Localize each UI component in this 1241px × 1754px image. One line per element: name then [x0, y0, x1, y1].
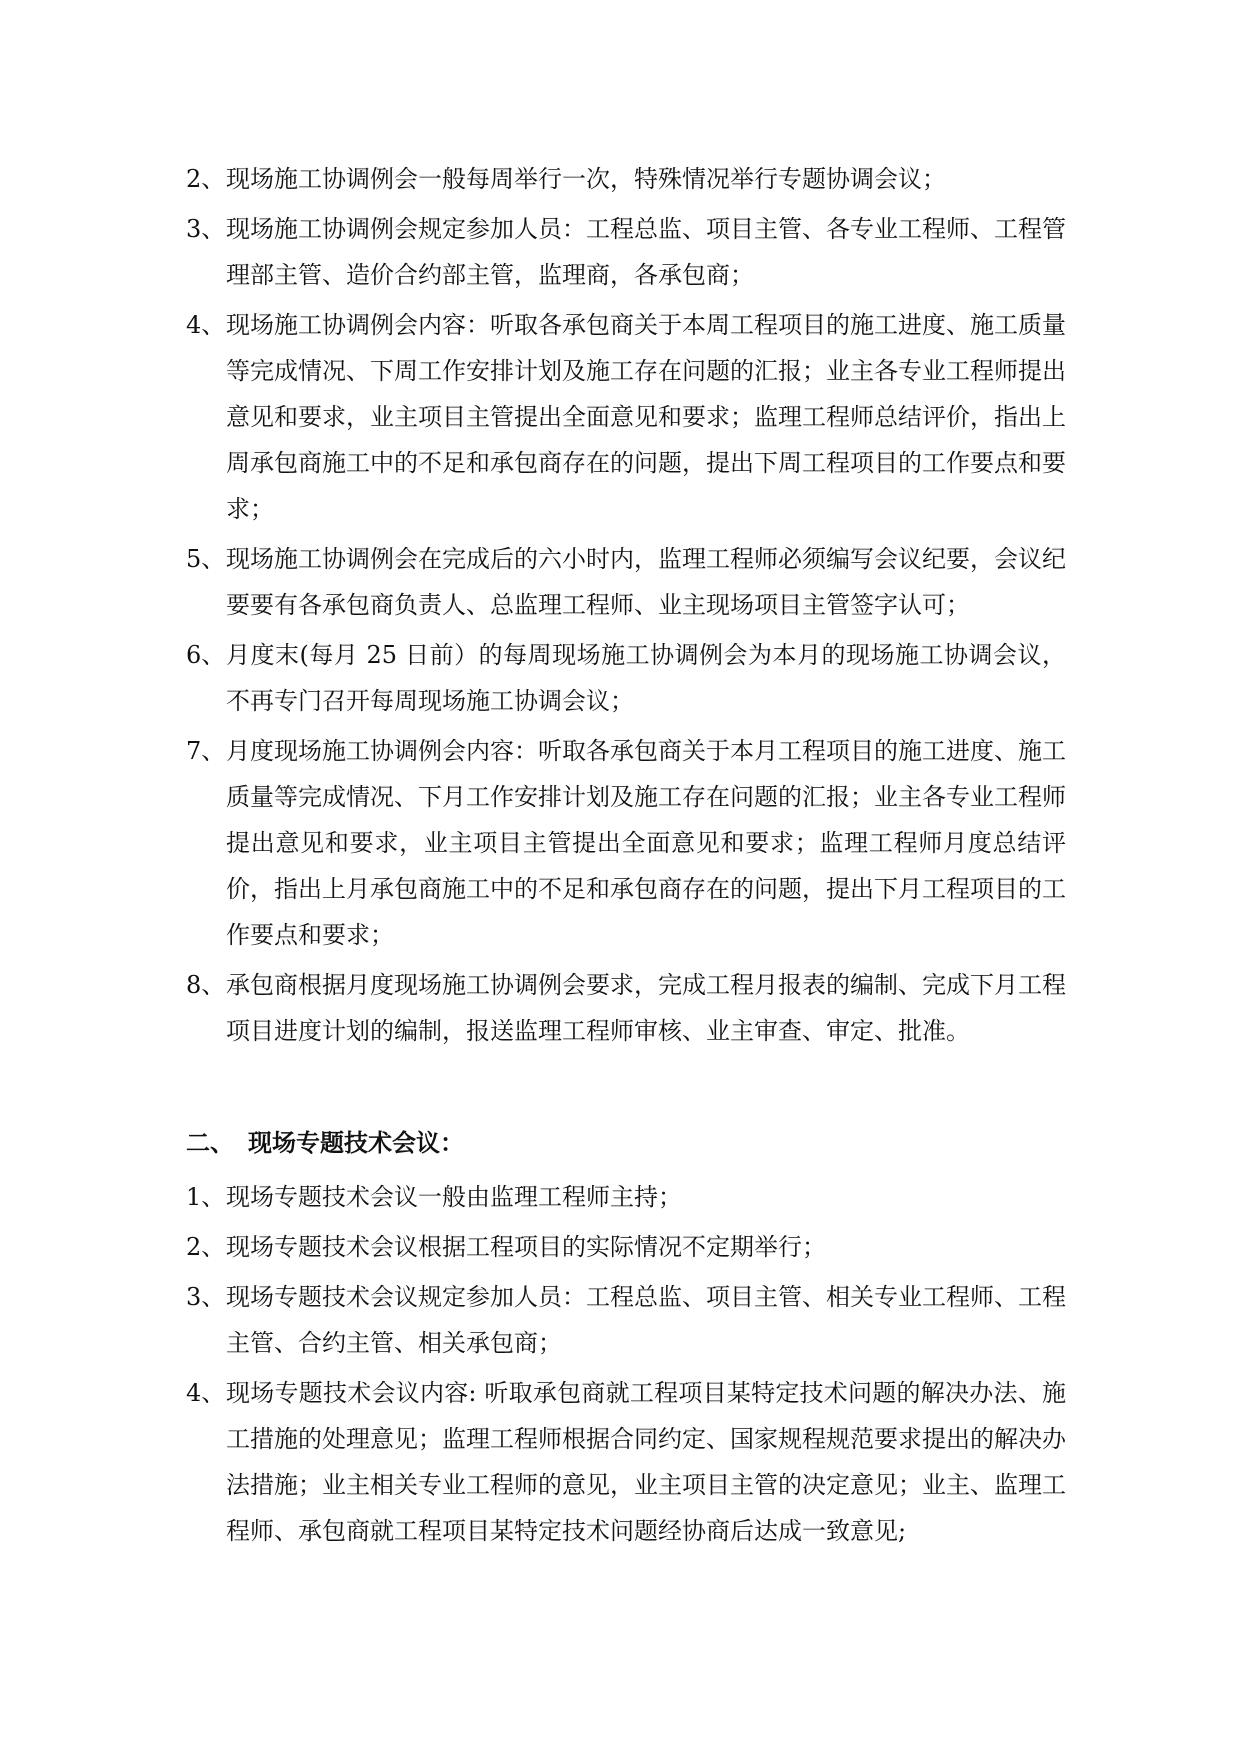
item-number: 8、	[186, 971, 226, 999]
item-number: 5、	[186, 545, 226, 573]
item-number: 2、	[186, 1233, 226, 1261]
item-text: 月度现场施工协调例会内容：听取各承包商关于本月工程项目的施工进度、施工质量等完成情况、下月工作安排计划及施工存在问题的汇报；业主各专业工程师提出意见和要求，业主项目主管提出全面意见和要求；监理工程师月度总结评价，指出上月承包商施工中的不足和承包商存在的问题，提出下月工程项目的工作要点和要求；	[226, 737, 1066, 949]
section-title: 现场专题技术会议：	[248, 1129, 464, 1157]
list-item	[186, 206, 1066, 298]
item-text: 现场施工协调例会规定参加人员：工程总监、项目主管、各专业工程师、工程管理部主管、造价合约部主管，监理商，各承包商；	[226, 215, 1066, 289]
list-item	[186, 728, 1066, 958]
item-text: 现场施工协调例会在完成后的六小时内，监理工程师必须编写会议纪要，会议纪要要有各承包商负责人、总监理工程师、业主现场项目主管签字认可；	[226, 545, 1066, 619]
list-item	[186, 1224, 1066, 1270]
item-text: 现场专题技术会议规定参加人员：工程总监、项目主管、相关专业工程师、工程主管、合约主管、相关承包商；	[226, 1283, 1066, 1357]
item-text: 月度末(每月 25 日前）的每周现场施工协调例会为本月的现场施工协调会议，不再专门召开每周现场施工协调会议；	[226, 641, 1066, 715]
section-heading	[186, 1120, 464, 1166]
item-number: 7、	[186, 737, 226, 765]
item-number: 1、	[186, 1183, 226, 1211]
item-number: 3、	[186, 215, 226, 243]
list-item	[186, 1370, 1066, 1554]
item-number: 2、	[186, 165, 226, 193]
list-item	[186, 156, 1066, 202]
item-number: 6、	[186, 641, 226, 669]
item-text: 现场施工协调例会内容：听取各承包商关于本周工程项目的施工进度、施工质量等完成情况、下周工作安排计划及施工存在问题的汇报；业主各专业工程师提出意见和要求，业主项目主管提出全面意见和要求；监理工程师总结评价，指出上周承包商施工中的不足和承包商存在的问题，提出下周工程项目的工作要点和要求；	[226, 311, 1066, 523]
list-item	[186, 1274, 1066, 1366]
item-number: 4、	[186, 311, 226, 339]
list-item	[186, 1174, 1066, 1220]
item-text: 现场施工协调例会一般每周举行一次，特殊情况举行专题协调会议；	[226, 165, 946, 193]
item-text: 承包商根据月度现场施工协调例会要求，完成工程月报表的编制、完成下月工程项目进度计划的编制，报送监理工程师审核、业主审查、审定、批准。	[226, 971, 1066, 1045]
item-text: 现场专题技术会议根据工程项目的实际情况不定期举行；	[226, 1233, 826, 1261]
list-item	[186, 962, 1066, 1054]
list-item	[186, 536, 1066, 628]
technical-meeting-list	[186, 1174, 1066, 1558]
list-item	[186, 632, 1066, 724]
item-number: 4、	[186, 1379, 226, 1407]
item-number: 3、	[186, 1283, 226, 1311]
item-text: 现场专题技术会议内容: 听取承包商就工程项目某特定技术问题的解决办法、施工措施的处理意见；监理工程师根据合同约定、国家规程规范要求提出的解决办法措施；业主相关专业工程师的意见，业主项目主管的决定意见；业主、监理工程师、承包商就工程项目某特定技术问题经协商后达成一致意见;	[226, 1379, 1066, 1545]
item-text: 现场专题技术会议一般由监理工程师主持；	[226, 1183, 682, 1211]
meeting-rules-list	[186, 156, 1066, 1058]
list-item	[186, 302, 1066, 532]
section-number: 二、	[186, 1129, 234, 1157]
